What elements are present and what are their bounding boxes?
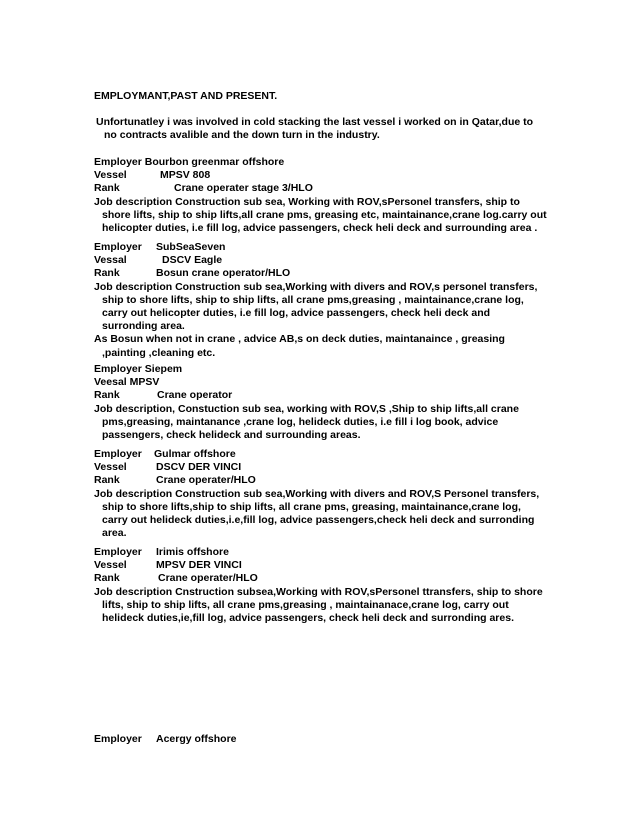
vessel-line bbox=[94, 169, 554, 182]
employer-line: Employer Bourbon greenmar offshore bbox=[94, 156, 285, 168]
vessel-value: DSCV Eagle bbox=[162, 254, 223, 267]
employment-entry-siepem bbox=[94, 363, 554, 442]
job-description-line: lifts, ship to ship lifts, all crane pms,greasing , maintainanace,crane log, carry out bbox=[102, 598, 509, 611]
rank-value: Crane operater stage 3/HLO bbox=[174, 182, 313, 195]
employer-value: Irimis offshore bbox=[156, 546, 229, 558]
rank-line bbox=[94, 572, 554, 585]
employment-entry-bourbon bbox=[94, 156, 554, 235]
employer-label: Employer bbox=[94, 546, 142, 558]
job-description-line: carry out helideck duties,i.e,fill log, advice passengers,check heli deck and surronding bbox=[102, 514, 535, 527]
job-description-line: ship to shore lifts,ship to ship lifts, all crane pms, greasing, maintainance,crane log, bbox=[102, 500, 521, 513]
intro-paragraph bbox=[96, 116, 546, 142]
job-description-line: Job description Construction sub sea, Working with ROV,sPersonel transfers, ship to bbox=[94, 195, 520, 208]
employment-entry-subseaseven bbox=[94, 241, 554, 360]
employment-entry-irimis bbox=[94, 546, 554, 625]
vessel-line: Veesal MPSV bbox=[94, 376, 160, 389]
vessel-line bbox=[94, 254, 554, 267]
employer-value: SubSeaSeven bbox=[156, 241, 226, 253]
employment-entry-gulmar bbox=[94, 448, 554, 540]
vessel-line bbox=[94, 559, 554, 572]
employer-label: Employer bbox=[94, 733, 142, 745]
job-description-line: As Bosun when not in crane , advice AB,s on deck duties, maintanaince , greasing bbox=[94, 333, 505, 346]
rank-line bbox=[94, 474, 554, 487]
job-description-line: shore lifts, ship to ship lifts,all crane pms, greasing etc, maintainance,crane log.carry out bbox=[102, 208, 547, 221]
employer-line: Employer Siepem bbox=[94, 363, 183, 375]
vessel-label: Vessal bbox=[94, 254, 127, 267]
employer-value: Gulmar offshore bbox=[154, 448, 236, 460]
employer-label: Employer bbox=[94, 241, 142, 253]
rank-label: Rank bbox=[94, 267, 120, 280]
vessel-value: DSCV DER VINCI bbox=[156, 461, 242, 474]
job-description-line: area. bbox=[102, 527, 127, 540]
employer-value: Acergy offshore bbox=[156, 733, 237, 745]
vessel-value: MPSV DER VINCI bbox=[156, 559, 242, 572]
employer-line bbox=[94, 241, 554, 254]
job-description-line: Job description, Constuction sub sea, working with ROV,S ,Ship to ship lifts,all crane bbox=[94, 402, 519, 415]
employer-line bbox=[94, 448, 554, 461]
vessel-label: Vessel bbox=[94, 559, 127, 572]
rank-line bbox=[94, 267, 554, 280]
job-description-line: carry out helicopter duties, i.e fill log, advice passengers, check heli deck and bbox=[102, 307, 491, 320]
job-description-line: Job description Cnstruction subsea,Working with ROV,sPersonel ttransfers, ship to shore bbox=[94, 585, 543, 598]
intro-line: no contracts avalible and the down turn in the industry. bbox=[104, 129, 380, 142]
job-description-line: surronding area. bbox=[102, 320, 185, 333]
rank-value: Bosun crane operator/HLO bbox=[156, 267, 291, 280]
rank-label: Rank bbox=[94, 572, 120, 585]
rank-value: Crane operater/HLO bbox=[158, 572, 258, 585]
rank-label: Rank bbox=[94, 474, 120, 487]
employer-line bbox=[94, 546, 554, 559]
job-description-line: helideck duties,ie,fill log, advice passengers, check heli deck and surronding ares. bbox=[102, 612, 514, 625]
vessel-label: Vessel bbox=[94, 169, 127, 182]
rank-value: Crane operator bbox=[157, 389, 233, 402]
job-description-line: Job description Construction sub sea,Working with divers and ROV,s personel transfers, bbox=[94, 280, 538, 293]
vessel-label: Vessel bbox=[94, 461, 127, 474]
employer-line bbox=[94, 733, 554, 746]
vessel-value: MPSV 808 bbox=[160, 169, 211, 182]
job-description-line: passengers, check helideck and surrounding areas. bbox=[102, 429, 361, 442]
employment-entry-acergy bbox=[94, 733, 554, 746]
job-description-line: Job description Construction sub sea,Working with divers and ROV,S Personel transfers, bbox=[94, 487, 540, 500]
rank-value: Crane operater/HLO bbox=[156, 474, 256, 487]
rank-line bbox=[94, 182, 554, 195]
job-description-line: pms,greasing, maintanance ,crane log, helideck duties, i.e fill i log book, advice bbox=[102, 415, 499, 428]
employer-label: Employer bbox=[94, 448, 142, 460]
rank-line bbox=[94, 389, 554, 402]
vessel-line bbox=[94, 461, 554, 474]
intro-line: Unfortunatley i was involved in cold stacking the last vessel i worked on in Qatar,due to bbox=[96, 116, 534, 128]
rank-label: Rank bbox=[94, 182, 120, 195]
rank-label: Rank bbox=[94, 389, 120, 402]
page-heading: EMPLOYMANT,PAST AND PRESENT. bbox=[94, 90, 278, 102]
job-description-line: ,painting ,cleaning etc. bbox=[102, 346, 216, 359]
job-description-line: ship to shore lifts, ship to ship lifts, all crane pms,greasing , maintainance,crane log, bbox=[102, 293, 524, 306]
job-description-line: helicopter duties, i.e fill log, advice passengers, check heli deck and surrounding area . bbox=[102, 222, 538, 235]
